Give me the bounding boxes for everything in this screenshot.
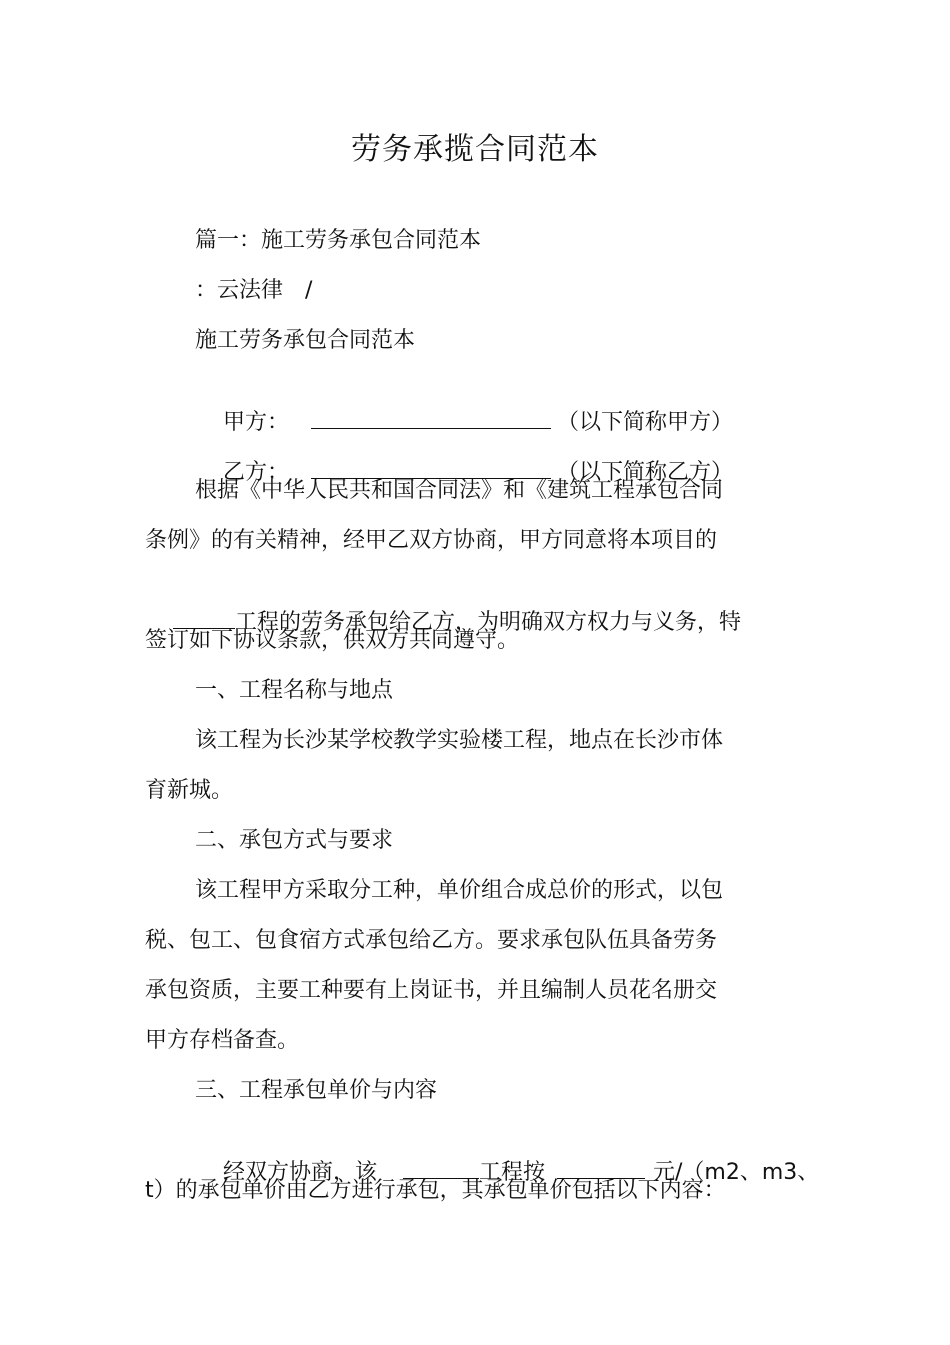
paragraph-line: 甲方存档备查。 bbox=[145, 1028, 300, 1053]
paragraph-line: 签订如下协议条款，供双方共同遵守。 bbox=[145, 628, 520, 653]
section-heading: 二、承包方式与要求 bbox=[195, 828, 394, 853]
party-a-label: 甲方： bbox=[222, 410, 289, 435]
section-heading: 一、工程名称与地点 bbox=[195, 678, 394, 703]
paragraph-line: 该工程为长沙某学校教学实验楼工程，地点在长沙市体 bbox=[195, 728, 724, 753]
paragraph-line: 税、包工、包食宿方式承包给乙方。要求承包队伍具备劳务 bbox=[145, 928, 718, 953]
paragraph-line: 育新城。 bbox=[145, 778, 234, 803]
section-heading-part-one: 篇一：施工劳务承包合同范本 bbox=[195, 228, 482, 253]
paragraph-line: 条例》的有关精神，经甲乙双方协商，甲方同意将本项目的 bbox=[145, 528, 718, 553]
paragraph-line: t）的承包单价由乙方进行承包，其承包单价包括以下内容： bbox=[145, 1178, 726, 1203]
paragraph-line: 根据《中华人民共和国合同法》和《建筑工程承包合同 bbox=[195, 478, 724, 503]
document-title: 劳务承揽合同范本 bbox=[351, 132, 599, 167]
party-a-note: （以下简称甲方） bbox=[557, 410, 734, 435]
paragraph-line: 该工程甲方采取分工种，单价组合成总价的形式，以包 bbox=[195, 878, 724, 903]
paragraph-text: 经双方协商，该 bbox=[222, 1160, 377, 1185]
source-line: ：云法律 / bbox=[195, 278, 313, 303]
contract-subtitle: 施工劳务承包合同范本 bbox=[195, 328, 416, 353]
unit-text: 元/（m2、m3、 bbox=[653, 1160, 820, 1185]
paragraph-line: 承包资质，主要工种要有上岗证书，并且编制人员花名册交 bbox=[145, 978, 718, 1003]
section-heading: 三、工程承包单价与内容 bbox=[195, 1078, 438, 1103]
party-b-label: 乙方： bbox=[222, 460, 289, 485]
paragraph-text: 工程的劳务承包给乙方，为明确双方权力与义务，特 bbox=[234, 610, 741, 635]
paragraph-text: 工程按 bbox=[479, 1160, 546, 1185]
party-b-note: （以下简称乙方） bbox=[557, 460, 734, 485]
